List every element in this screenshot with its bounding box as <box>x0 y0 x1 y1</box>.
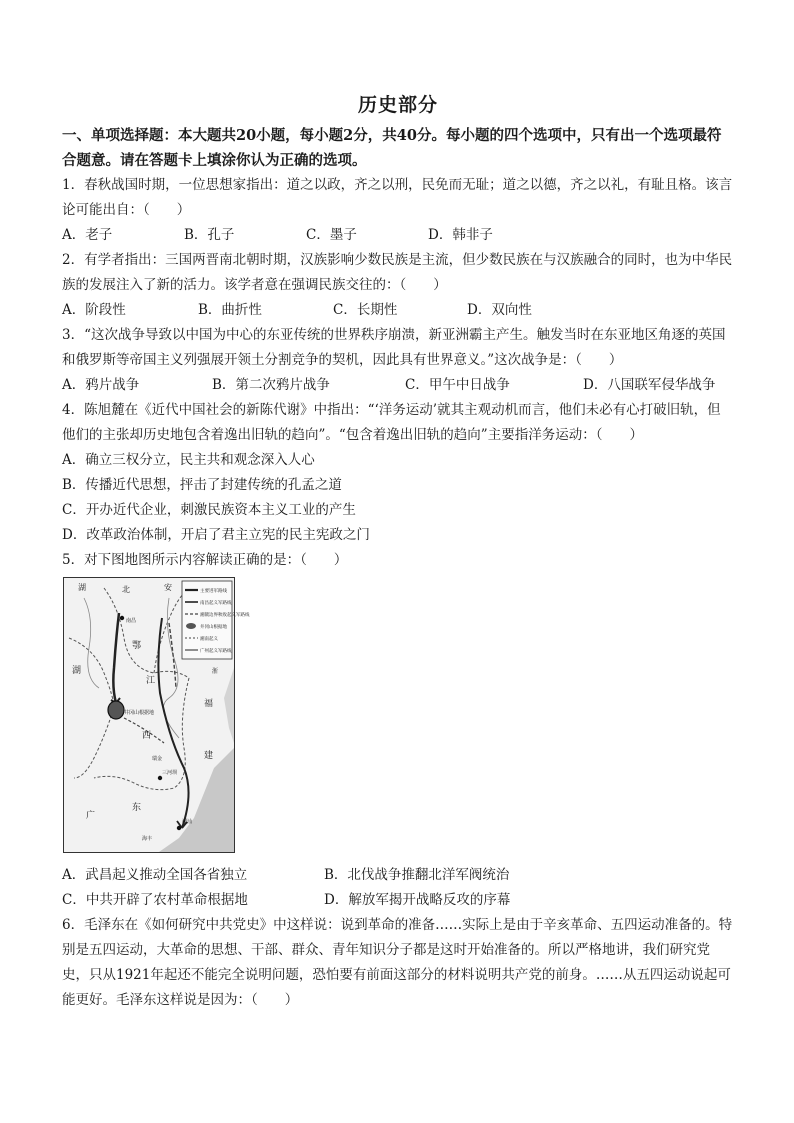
option-b: B．传播近代思想，抨击了封建传统的孔孟之道 <box>62 477 342 493</box>
question-3: 3．“这次战争导致以中国为中心的东亚传统的世界秩序崩溃，新亚洲霸主产生。触发当时在东亚地区角逐的英国和俄罗斯等帝国主义列强展开领土分割竞争的契机，因此具有世界意义。”这次战争是：（ ） <box>62 327 726 368</box>
option-a: A．老子 <box>62 227 113 243</box>
option-a: A．武昌起义推动全国各省独立 <box>62 867 248 883</box>
option-b: B．北伐战争推翻北洋军阀统治 <box>324 867 510 883</box>
map-label: 建 <box>204 751 214 761</box>
option-d: D．八国联军侵华战争 <box>583 377 716 393</box>
question-4: 4．陈旭麓在《近代中国社会的新陈代谢》中指出：“‘洋务运动’就其主观动机而言，他们未必有心打破旧轨，但他们的主张却历史地包含着逸出旧轨的趋向”。“包含着逸出旧轨的趋向”主要指洋务运动：（ ） <box>62 402 721 443</box>
legend-entry-5: 湘南起义 <box>200 637 218 642</box>
option-c: C．甲午中日战争 <box>405 377 510 393</box>
option-d: D．韩非子 <box>428 227 493 243</box>
option-c: C．墨子 <box>306 227 357 243</box>
question-3-options <box>62 373 734 398</box>
option-d: D．改革政治体制，开启了君主立宪的民主宪政之门 <box>62 527 370 543</box>
question-5-options-row-1 <box>62 863 734 888</box>
map-label: 北 <box>122 585 130 594</box>
map-label: 浙 <box>212 668 219 675</box>
option-d: D．双向性 <box>467 302 532 318</box>
option-a: A．确立三权分立，民主共和观念深入人心 <box>62 452 315 468</box>
option-a: A．阶段性 <box>62 302 126 318</box>
legend-entry-1: 主要进军路线 <box>200 589 227 594</box>
map-label: 西 <box>142 731 152 741</box>
question-2-options <box>62 298 734 323</box>
legend-entry-4: 井冈山根据地 <box>200 625 227 630</box>
map-label: 湖 <box>72 666 82 676</box>
question-5-options-row-2 <box>62 888 734 913</box>
option-a: A．鸦片战争 <box>62 377 140 393</box>
map-label: 江 <box>146 676 156 686</box>
map-label: 瑞金 <box>152 756 163 762</box>
question-1: 1．春秋战国时期，一位思想家指出：道之以政，齐之以刑，民免而无耻；道之以德，齐之以礼，有耻且格。该言论可能出自：（ ） <box>62 177 733 218</box>
map-label: 潮汕 <box>182 819 193 825</box>
exam-page <box>62 90 734 1013</box>
question-5: 5．对下图地图所示内容解读正确的是：（ ） <box>62 552 348 568</box>
map-label: 安 <box>164 583 172 592</box>
map-label: 鄂 <box>132 641 142 651</box>
historical-map <box>63 577 250 853</box>
question-2: 2．有学者指出：三国两晋南北朝时期，汉族影响少数民族是主流，但少数民族在与汉族融合的同时，也为中华民族的发展注入了新的活力。该学者意在强调民族交往的：（ ） <box>62 252 733 293</box>
legend-entry-3: 湘赣边界秋收起义军路线 <box>200 613 250 618</box>
map-label: 福 <box>204 699 214 709</box>
option-b: B．曲折性 <box>198 302 262 318</box>
option-b: B．第二次鸦片战争 <box>212 377 330 393</box>
map-label: 南昌 <box>126 618 137 624</box>
option-d: D．解放军揭开战略反攻的序幕 <box>324 892 511 908</box>
map-label: 井冈山根据地 <box>124 710 155 716</box>
section-instructions: 一、单项选择题：本大题共20小题，每小题2分，共40分。每小题的四个选项中，只有出一个选项最符合题意。请在答题卡上填涂你认为正确的选项。 <box>62 127 722 169</box>
map-label: 海丰 <box>142 836 153 842</box>
option-c: C．中共开辟了农村革命根据地 <box>62 892 248 908</box>
question-1-options <box>62 223 492 248</box>
option-c: C．开办近代企业，刺激民族资本主义工业的产生 <box>62 502 356 518</box>
option-b: B．孔子 <box>184 227 235 243</box>
map-label: 湖 <box>78 583 86 592</box>
map-label: 广 <box>86 811 96 821</box>
legend-entry-2: 南昌起义军路线 <box>200 601 232 606</box>
question-6: 6．毛泽东在《如何研究中共党史》中这样说：说到革命的准备……实际上是由于辛亥革命、五四运动准备的。特别是五四运动，大革命的思想、干部、群众、青年知识分子都是这时开始准备的。所以严格地讲，我们研究党史，只从1921年起还不能完全说明问题，恐怕要有前面这部分的材料说明共产党的前身。……从五四运动说起可能更好。毛泽东这样说是因为：（ ） <box>62 917 733 1008</box>
legend-entry-6: 广州起义军路线 <box>200 649 232 654</box>
option-c: C．长期性 <box>333 302 398 318</box>
page-title: 历史部分 <box>357 94 438 116</box>
map-label: 三河坝 <box>162 770 178 776</box>
map-label: 东 <box>132 803 142 813</box>
